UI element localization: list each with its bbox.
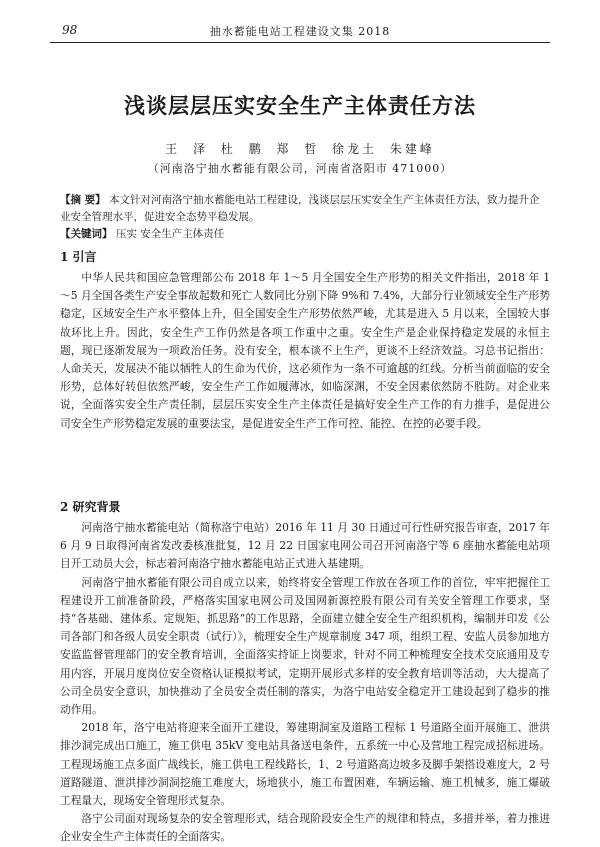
journal-title: 抽水蓄能电站工程建设文集 2018 [209, 25, 391, 38]
keywords-label: 【关键词】 [60, 228, 113, 240]
keywords [60, 226, 540, 243]
article-title: 浅谈层层压实安全生产主体责任方法 [124, 93, 476, 118]
keywords-text: 压实 安全生产主体责任 [115, 228, 225, 240]
paragraph: 河南洛宁抽水蓄能电站（简称洛宁电站）2016 年 11 月 30 日通过可行性研究报告审查，2017 年 6 月 9 日取得河南省发改委核准批复，12 月 22 日国家电网公司召开河南洛宁等 6 座抽水蓄能电站项目开工动员大会，标志着河南洛宁抽水蓄能电站正式进入基建期。 [60, 521, 550, 571]
abstract-text: 本文针对河南洛宁抽水蓄能电站工程建设，浅谈层层压实安全生产主体责任方法，致力提升企业安全管理水平，促进安全态势平稳发展。 [60, 194, 540, 223]
section-intro-body [60, 269, 550, 433]
paragraph: 2018 年，洛宁电站将迎来全面开工建设，筹建期洞室及道路工程标 1 号道路全面开展施工、泄洪排沙洞完成出口施工，施工供电 35kV 变电站具备送电条件，五系统一中心及营地工程完成招标进场。工程现场施工点多面广战线长，施工供电工程线路长，1、2 号道路高边坡多及脚手架搭设难度大，2 号道路隧道、泄洪排沙洞洞挖施工难度大，场地狭小，施工布置困难，车辆运输、施工机械多，施工爆破工程量大，现场安全管理形式复杂。 [60, 721, 550, 808]
abstract [60, 192, 540, 226]
paragraph: 中华人民共和国应急管理部公布 2018 年 1～5 月全国安全生产形势的相关文件指出，2018 年 1～5 月全国各类生产安全事故起数和死亡人数同比分别下降 9%和 7.4%，大部分行业领域安全生产形势稳定，区域安全生产水平整体上升，但全国安全生产形势依然严峻，尤其是进入 5 月以来，全国较大事故环比上升。因此，安全生产工作仍然是各项工作重中之重。安全生产是企业保持稳定发展的永恒主题，现已逐渐发展为一项政治任务。没有安全，根本谈不上生产，更谈不上经济效益。习总书记指出：人命关天，发展决不能以牺牲人的生命为代价，这必须作为一条不可逾越的红线。分析当前面临的安全形势，总体好转但依然严峻，安全生产工作如履薄冰，如临深渊，不安全因素依然防不胜防。对企业来说，全面落实安全生产责任制，层层压实安全生产主体责任是搞好安全生产工作的有力推手，是促进公司安全生产形势稳定发展的重要法宝，是促进安全生产工作可控、能控、在控的必要手段。 [60, 271, 550, 430]
affiliation: （河南洛宁抽水蓄能有限公司，河南省洛阳市 471000） [147, 162, 453, 175]
abstract-label: 【摘 要】 [60, 194, 106, 206]
section-heading-background: 2 研究背景 [60, 500, 121, 514]
page-number: 98 [62, 23, 78, 37]
paragraph: 河南洛宁抽水蓄能有限公司自成立以来，始终将安全管理工作放在各项工作的首位，牢牢把握住工程建设开工前准备阶段，严格落实国家电网公司及国网新源控股有限公司有关安全管理工作要求，坚持“各基础、建体系、定规矩、抓思路”的工作思路，全面建立健全安全生产组织机构，编制并印发《公司各部门和各级人员安全职责（试行）》，梳理安全生产规章制度 347 项，组织工程、安监人员参加地方安监监督管理部门的安全教育培训，全面落实持证上岗要求，针对不同工种梳理安全技术交底通用及专用内容，开展月度岗位安全资格认证模拟考试，定期开展形式多样的安全教育培训等活动，大大提高了公司全员安全意识，加快推动了全员安全责任制的落实，为洛宁电站安全稳定开工建设起到了稳步的推动作用。 [60, 575, 550, 717]
paragraph: 洛宁公司面对现场复杂的安全管理形式，结合现阶段安全生产的规律和特点，多措并举，着力推进企业安全生产主体责任的全面落实。 [60, 812, 550, 844]
section-heading-intro: 1 引言 [60, 250, 97, 264]
running-header [50, 20, 550, 43]
author-list: 王 泽 杜 鹏 郑 哲 徐龙土 朱建峰 [165, 142, 435, 156]
section-background-body [60, 519, 550, 847]
